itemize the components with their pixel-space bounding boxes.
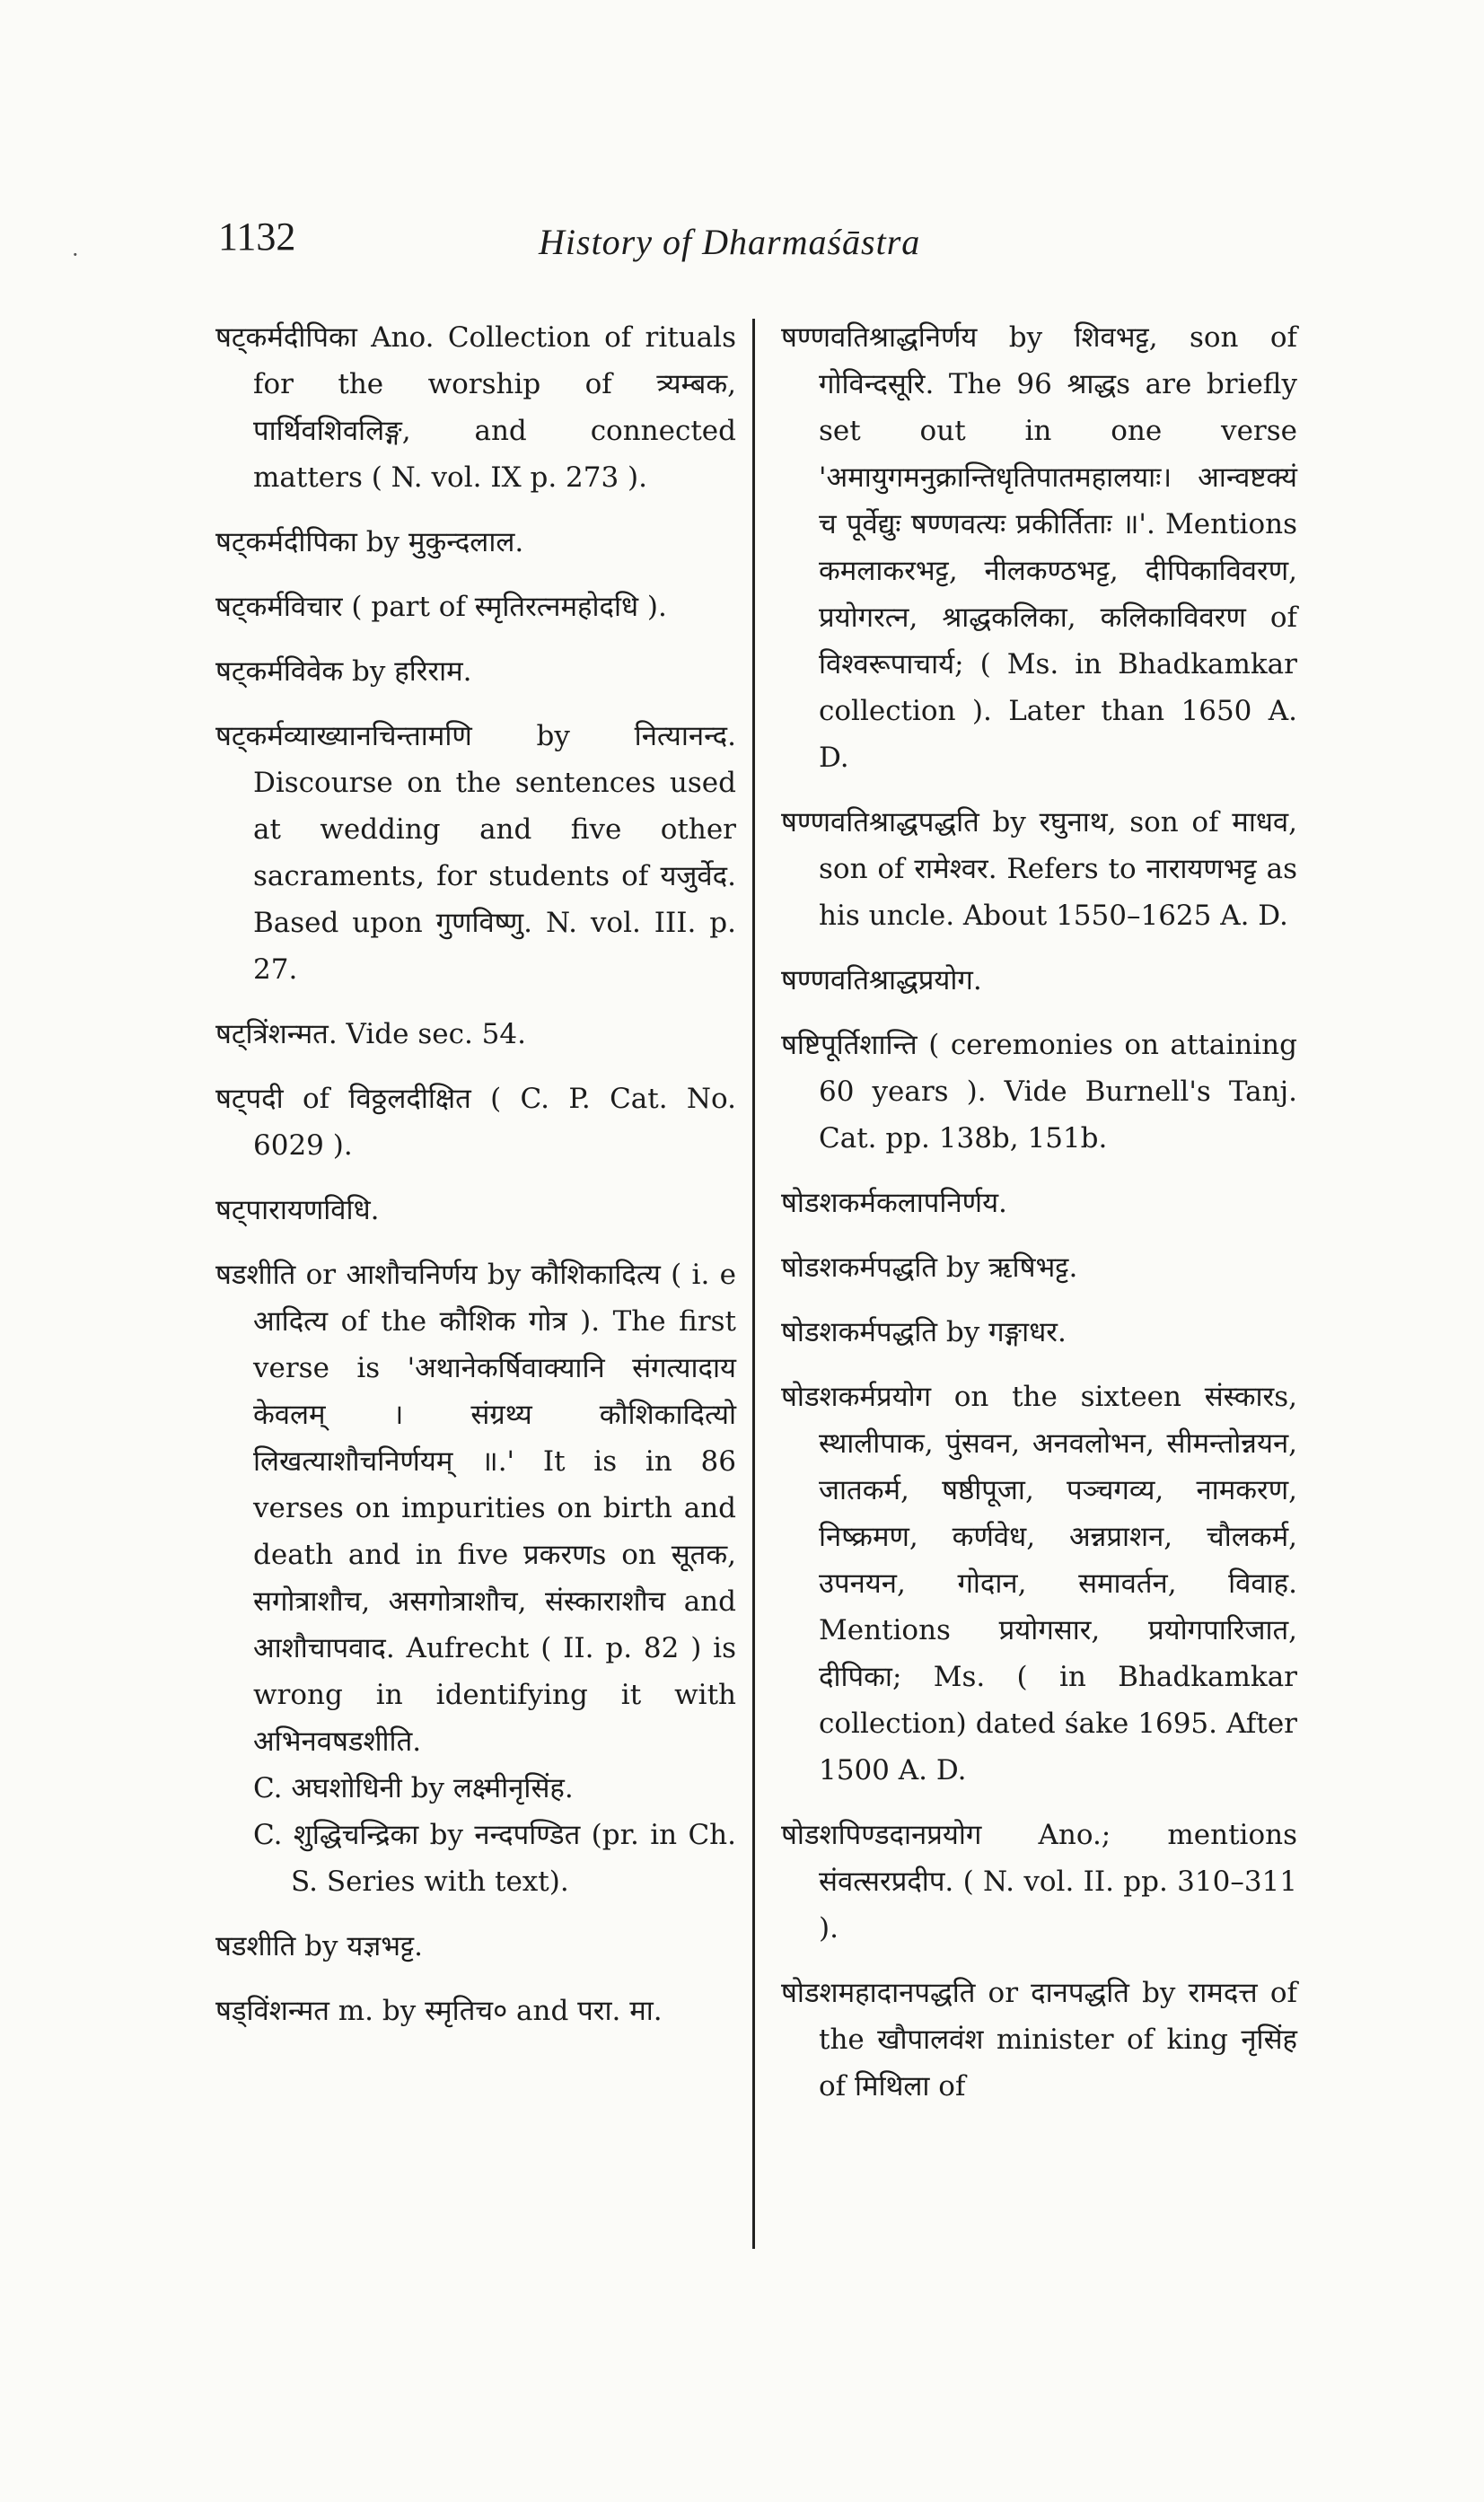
entry: षोडशकर्मपद्धति by ऋषिभट्ट.	[781, 1251, 1078, 1284]
commentary-entry: C. अघशोधिनी by लक्ष्मीनृसिंह.	[253, 1772, 574, 1804]
entry: षोडशकर्मपद्धति by गङ्गाधर.	[781, 1316, 1067, 1348]
column-divider	[752, 319, 755, 2249]
page-number: 1132	[218, 215, 296, 259]
entry: षण्णवतिश्राद्धनिर्णय by शिवभट्ट, son of गोविन्दसूरि. The 96 श्राद्धs are briefly set out in one verse 'अमायुगमनुक्रान्तिधृतिपातमहालयाः। आन्वष्टक्यं च पूर्वेद्युः षण्णवत्यः प्रकीर्तिताः ॥'. Mentions कमलाकरभट्ट, नीलकण्ठभट्ट, दीपिकाविवरण, प्रयोगरत्न, श्राद्धकलिका, कलिकाविवरण of विश्वरूपाचार्य; ( Ms. in Bhadkamkar collection ). Later than 1650 A. D.	[781, 321, 1297, 774]
running-title: History of Dharmaśāstra	[539, 222, 921, 262]
entry: षोडशमहादानपद्धति or दानपद्धति by रामदत्त of the खौपालवंश minister of king नृसिंह of मिथिला of	[781, 1977, 1297, 2103]
entry: षट्पदी of विठ्ठलदीक्षित ( C. P. Cat. No. 6029 ).	[215, 1083, 736, 1162]
entry: षट्कर्मदीपिका by मुकुन्दलाल.	[215, 526, 524, 558]
entry: षण्णवतिश्राद्धप्रयोग.	[781, 964, 982, 996]
entry: षट्कर्मविवेक by हरिराम.	[215, 655, 472, 688]
entry: षट्कर्मविचार ( part of स्मृतिरत्नमहोदधि ).	[215, 591, 667, 623]
entry: षोडशपिण्डदानप्रयोग Ano.; mentions संवत्सरप्रदीप. ( N. vol. II. pp. 310–311 ).	[781, 1819, 1297, 1945]
entry: षोडशकर्मप्रयोग on the sixteen संस्कारs, स्थालीपाक, पुंसवन, अनवलोभन, सीमन्तोन्नयन, जातकर्म, षष्ठीपूजा, पञ्चगव्य, नामकरण, निष्क्रमण, कर्णवेध, अन्नप्राशन, चौलकर्म, उपनयन, गोदान, समावर्तन, विवाह. Mentions प्रयोगसार, प्रयोगपारिजात, दीपिका; Ms. ( in Bhadkamkar collection) dated śake 1695. After 1500 A. D.	[781, 1381, 1297, 1787]
entry: षट्त्रिंशन्मत. Vide sec. 54.	[215, 1018, 526, 1050]
commentary-entry: C. शुद्धिचन्द्रिका by नन्दपण्डित (pr. in Ch. S. Series with text).	[253, 1819, 736, 1898]
right-column	[781, 314, 1297, 2128]
entry: षड्विंशन्मत m. by स्मृतिच० and परा. मा.	[215, 1995, 663, 2027]
margin-mark: ·	[72, 242, 79, 268]
entry: षष्टिपूर्तिशान्ति ( ceremonies on attaining 60 years ). Vide Burnell's Tanj. Cat. pp. 138b, 151b.	[781, 1029, 1297, 1154]
entry: षट्कर्मदीपिका Ano. Collection of rituals for the worship of त्र्यम्बक, पार्थिवशिवलिङ्ग, and connected matters ( N. vol. IX p. 273 ).	[215, 321, 736, 494]
entry: षट्कर्मव्याख्यानचिन्तामणि by नित्यानन्द. Discourse on the sentences used at wedding and five other sacraments, for students of यजुर्वेद. Based upon गुणविष्णु. N. vol. III. p. 27.	[215, 720, 736, 986]
entry: षडशीति or आशौचनिर्णय by कौशिकादित्य ( i. e आदित्य of the कौशिक गोत्र ). The first verse is 'अथानेकर्षिवाक्यानि संगत्यादाय केवलम् । संग्रथ्य कौशिकादित्यो लिखत्याशौचनिर्णयम् ॥.' It is in 86 verses on impurities on birth and death and in five प्रकरणs on सूतक, सगोत्राशौच, असगोत्राशौच, संस्काराशौच and आशौचापवाद. Aufrecht ( II. p. 82 ) is wrong in identifying it with अभिनवषडशीति.	[215, 1259, 736, 1758]
entry: षट्पारायणविधि.	[215, 1194, 380, 1226]
entry: षोडशकर्मकलापनिर्णय.	[781, 1187, 1007, 1219]
left-column	[215, 314, 736, 2052]
entry: षडशीति by यज्ञभट्ट.	[215, 1930, 424, 1962]
entry: षण्णवतिश्राद्धपद्धति by रघुनाथ, son of माधव, son of रामेश्वर. Refers to नारायणभट्ट as his uncle. About 1550–1625 A. D.	[781, 806, 1297, 932]
